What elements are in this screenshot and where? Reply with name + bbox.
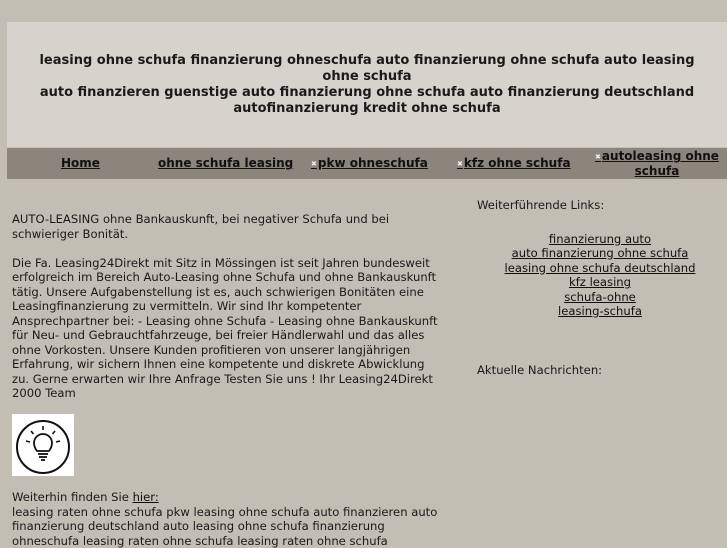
small-x-icon: ✖ xyxy=(457,159,463,168)
nav-autoleasing-ohne-schufa-label: autoleasing ohne schufa xyxy=(601,149,719,178)
sidebar-link[interactable]: leasing ohne schufa deutschland xyxy=(504,260,696,275)
sidebar-title: Weiterführende Links: xyxy=(477,198,605,212)
sidebar-links xyxy=(477,232,723,319)
sidebar-link[interactable]: kfz leasing xyxy=(569,275,631,289)
nav-kfz-ohne-schufa-label: kfz ohne schufa xyxy=(463,156,571,170)
sidebar xyxy=(477,198,727,377)
small-x-icon: ✖ xyxy=(311,159,317,168)
sidebar-link[interactable]: leasing-schufa xyxy=(558,304,642,318)
site-header xyxy=(7,22,727,147)
news-title: Aktuelle Nachrichten: xyxy=(477,363,603,377)
nav-pkw-ohneschufa-label: pkw ohneschufa xyxy=(317,156,428,170)
intro-text: AUTO-LEASING ohne Bankauskunft, bei negativer Schufa und bei schwieriger Bonität. xyxy=(12,212,390,241)
further-prefix: Weiterhin finden Sie xyxy=(12,490,133,504)
nav-autoleasing-ohne-schufa[interactable] xyxy=(595,149,719,178)
further-info xyxy=(12,490,442,548)
header-line-3: autofinanzierung kredit ohne schufa xyxy=(233,100,501,116)
small-x-icon: ✖ xyxy=(595,152,601,161)
sidebar-link[interactable]: finanzierung auto xyxy=(548,231,652,246)
nav-ohne-schufa-leasing[interactable]: ohne schufa leasing xyxy=(158,156,294,170)
lightbulb-icon xyxy=(12,414,74,476)
header-line-1: leasing ohne schufa finanzierung ohneschufa auto finanzierung ohne schufa auto leasing ohne schufa xyxy=(39,52,695,84)
main-content xyxy=(12,212,442,401)
nav-pkw-ohneschufa[interactable] xyxy=(311,156,428,171)
main-navigation xyxy=(7,148,727,179)
nav-home[interactable]: Home xyxy=(61,156,100,170)
nav-kfz-ohne-schufa[interactable] xyxy=(457,156,571,171)
sidebar-link[interactable]: schufa-ohne xyxy=(564,289,636,304)
further-text: leasing raten ohne schufa pkw leasing ohne schufa auto finanzieren auto finanzierung deutschland auto leasing ohne schufa finanzierung ohneschufa leasing raten ohne schufa leasing raten ohne schufa xyxy=(12,504,438,548)
further-link[interactable]: hier: xyxy=(132,490,159,504)
header-line-2: auto finanzieren guenstige auto finanzierung ohne schufa auto finanzierung deutschland xyxy=(39,84,695,100)
body-text: Die Fa. Leasing24Direkt mit Sitz in Mössingen ist seit Jahren bundesweit erfolgreich im Bereich Auto-Leasing ohne Schufa und ohne Bankauskunft tätig. Unsere Aufgabenstellung ist es, auch schwierigen Bonitäten eine Leasingfinanzierung zu vermitteln. Wir sind Ihr kompetenter Ansprechpartner bei: - Leasing ohne Schufa - Leasing ohne Bankauskunft für Neu- und Gebrauchtfahrzeuge, bei freier Händlerwahl und das alles ohne Vorkosten. Unsere Kunden profitieren von unserer langjährigen Erfahrung, wir sichern Ihnen eine kompetente und diskrete Abwicklung zu. Gerne erwarten wir Ihre Anfrage Testen Sie uns ! Ihr Leasing24Direkt 2000 Team xyxy=(12,255,438,400)
sidebar-link[interactable]: auto finanzierung ohne schufa xyxy=(511,246,689,260)
